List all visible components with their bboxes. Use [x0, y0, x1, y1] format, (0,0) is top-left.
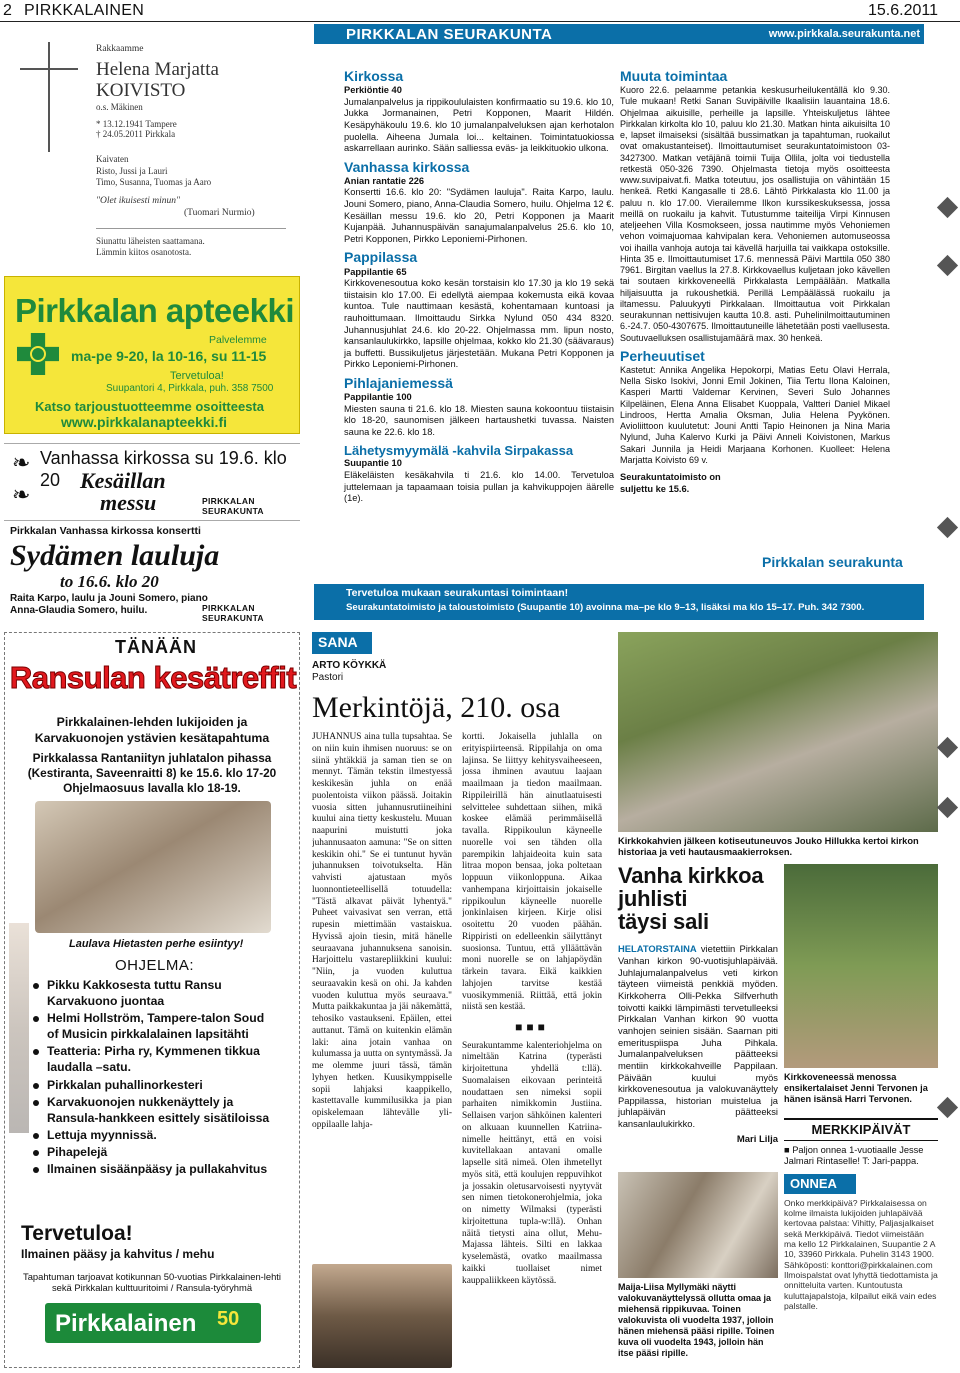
- merkki-box: [784, 1118, 938, 1168]
- pirkkalainen-50-badge: 50: [217, 1308, 240, 1330]
- article-lead: HELATORSTAINA: [618, 943, 697, 955]
- article-title-3: täysi sali: [618, 909, 709, 935]
- obit-born: * 13.12.1941 Tampere: [96, 119, 177, 129]
- ransula-title: Ransulan kesätreffit: [9, 660, 297, 695]
- messu-line: Vanhassa kirkossa su 19.6. klo 20: [40, 448, 287, 490]
- pihla-address: Pappilantie 100: [344, 392, 412, 403]
- pihla-text: Miesten sauna ti 21.6. klo 18. Miesten sauna kokoontuu tiistaisin klo 18-20, saunomisen jälkeen hartaushetki tuvassa. Naisten sauna ke 22.6. klo 18.: [344, 403, 614, 437]
- ransula-ad: [4, 632, 300, 1368]
- rowers-photo: [784, 864, 938, 1068]
- perheuutiset-heading: Perheuutiset: [620, 347, 705, 364]
- vanha-kirkko-article: [618, 864, 778, 1145]
- merkki-text: Paljon onnea 1-vuotiaalle Jesse Jalmari Rintaselle! T: Jari-pappa.: [784, 1144, 924, 1167]
- program-item: Helmi Hollström, Tampere-talon Soud of Musicin pirkkalalainen lapsitähti: [29, 1010, 279, 1042]
- pappilassa-text: Kirkkovenesoutua koko kesän torstaisin klo 17.30 ja klo 19 sekä tiistaisin klo 17.00. Ei edellytä aiempaa kokemusta eikä kovaa kuntoa. Tule nauttimaan kesästä, kohentamaan kuntoasi ja rauhoittumaan. Ilmoittaudu Sirkka Nylund 050 434 8320. Juhannusjuhlat 24.6. klo 20-22. Ohjelmassa mm. lipun nosto, kansanlaulukirkko, lapsille ohjelmaa, kokko klo 21.30 (säävaraus) ja buffetti. Bussikuljetus järjestetään. Mukana Petri Kopponen ja Pirkko Leponiemi-Pirhonen.: [344, 278, 614, 370]
- sana-text-col2: [462, 732, 602, 1372]
- program-item: Lettuja myynnissä.: [29, 1127, 279, 1143]
- obit-died: † 24.05.2011 Pirkkala: [96, 129, 176, 139]
- seurakunta-col-right: [620, 68, 890, 495]
- sana-col1-text: JUHANNUS aina tulla tupsahtaa. Se on niin kuin ihmisen nuoruus: se on siinä yhtäkkiä ja saman tien se on mennyt. Tämän tekstin ilmestyessä keskikesän juhla on enää puolentoista viikon päässä. Joitakin vuosia sitten juhannusrutiineihini kuului aina tietty keskustelu. Muuan naapurini muistutti joka juhannusaaton aamuna: "Se on sitten keskikin ohi." Se ei tuntunut hyvän juhannuksen toivotukselta. Hän vahvisti ajatustaan myös luonnontieteellisellä totuudella: "Tästä alkavat päivät lyhentyä." Puheet vaivasivat sen verran, että rupesin miettimään vastaiskua. Hyvissä ajoin tiesin, mitä hänelle seuraavana juhannuksena sanoisin. Harjoittelu vastarepliikkini kuului: "Niin, ja vuoden kuluttua seuraavakin kesä on ohi. Ja kahden vuoden kuluttua myös seuraava." Mutta paikkakuntaa ja jäi näkemättä, tehosiko vastaukseni. Epäilen, ettei auttanut. Tämä on kuitenkin elämän laki: aina jotain vanhaa on kulumassa ja uutta on syntymässä. Ja me olemme juuri tässä, tämän lyhyen hetken. Kuusikymppiselle sopii lahjaksi kaappikello, kastettavalle kummilusikka ja pian opiskelemaan lähtevälle yli- oppilaalle lahja-: [312, 732, 452, 1130]
- obit-mourners-2: Timo, Susanna, Tuomas ja Aaro: [96, 177, 212, 187]
- konsertti-line: Pirkkalan Vanhassa kirkossa konsertti: [10, 525, 201, 537]
- program-item: Pikku Kakkosesta tuttu Ransu Karvakuono juontaa: [29, 977, 279, 1009]
- ransula-free: Ilmainen pääsy ja kahvitus / mehu: [21, 1247, 215, 1261]
- program-item: Teatteria: Pirha ry, Kymmenen tikkua laudalla –satu.: [29, 1043, 279, 1075]
- ransu-dog-image: [9, 923, 29, 1133]
- konsertti-when: to 16.6. klo 20: [60, 572, 159, 591]
- obit-footer: Siunattu läheisten saattamana.: [96, 236, 205, 246]
- messu-title: Kesäillan: [80, 468, 166, 493]
- paper-name: PIRKKALAINEN: [24, 2, 145, 19]
- ransula-place-3: Ohjelmaosuus lavalla klo 18-19.: [63, 781, 241, 795]
- program-title: OHJELMA:: [115, 957, 195, 974]
- flower-icon: ❧: [12, 450, 31, 475]
- church-photo-caption: Kirkkokahvien jälkeen kotiseutuneuvos Jouko Hillukka kertoi kirkon historiaa ja veti hautausmaakierroksen.: [618, 836, 919, 858]
- seurakunta-bar-hours: Seurakuntatoimisto ja taloustoimisto (Suupantie 10) avoinna ma–pe klo 9–13, lisäksi ma klo 15–17. Puh. 342 7300.: [346, 602, 865, 613]
- diamond-icon: [937, 255, 958, 276]
- seurakunta-footer-logo: Pirkkalan seurakunta: [762, 554, 903, 570]
- onnea-text: Onko merkkipäivä? Pirkkalaisessa on kolme ilmaista lukijoiden juhlapäivää kertovaa palstaa: Vihitty, Paljasjalkaiset sekä Merkkipäivä. Tiedot viimeistään ma kello 12 Pirkkalainen, Suupantie 2 A 10, 33960 Pirkkala. Puhelin 3143 1900. Sähköposti: konttori@pirkkalainen.com Ilmoispalstat ovat lyhyttä tiedottamista ja onnitteluita varten. Kuntoutusta kuluttajapalstoja, kilpailut eikä vain edes palstalle.: [784, 1197, 938, 1311]
- program-item: Pihapelejä: [29, 1144, 279, 1160]
- seurakunta-section: [314, 24, 924, 620]
- diamond-icon: [937, 1097, 958, 1118]
- sana-column: [312, 632, 610, 1368]
- sana-col2b-text: Seurakuntamme kalenteriohjelma on nimeltään Katrina (typerästi kirjoitettuna yhdellä t:llä). Suomalaisen eikovaan perinteitä noudattaen sen nimeksi sopii parhaiten nimikkomin Justiina. Sellaisen varjon sähköinen kalenteri on alkuaan kuunnellen Katriina-nimelle heittänyt, että en voisi kuvitellakaan antavani omalle lapselle sitä nimeä. Olen ihmetellyt myös sitä, että koulujen reppuvihkot ja jossakin oletusarvoisesti nyytyvät sen nimen tietokonerohjelmia, joka on nimetty Wilmaksi (typerästi kirjoitettuna tupla-w:llä). Onhan näitä tietysti aina ollut, Mehu-Majassa lähteis. Silti en lakkaa kyselemästä, ovatko maailmassa kaikki tuollaiset nimet kauppaliikkeen käytössä.: [462, 1040, 602, 1286]
- church-photo: [618, 632, 938, 832]
- vanhassa-text: Konsertti 16.6. klo 20: "Sydämen lauluja". Raita Karpo, laulu. Jouni Somero, piano, Anna-Claudia Somero, huilu. Ohjelma 12 €. Kesäillan messu 19.6. klo 20, Petri Kopponen ja Maarit Kujanpää. Juhannuspäivän sanajumalanpalvelus 25.6. klo 10, Petri Kopponen, Pirkko Leponiemi-Pirhonen.: [344, 187, 614, 244]
- bullet-icon: ■: [784, 1144, 793, 1155]
- ransula-today: TÄNÄÄN: [115, 637, 197, 657]
- messu-ad: [4, 443, 300, 515]
- page-number: 2: [3, 2, 12, 19]
- vanhassa-heading: Vanhassa kirkossa: [344, 158, 470, 175]
- pharmacy-cross-icon: [17, 333, 59, 375]
- apteekki-title: Pirkkalan apteekki: [15, 292, 295, 329]
- vanhassa-address: Anian rantatie 226: [344, 175, 425, 186]
- maija-caption: Maija-Liisa Myllymäki näytti valokuvanäyttelyssä ollutta omaa ja miehensä rippikuvaa. Toinen valokuvista oli vuodelta 1937, jolloin hänen miehensä pääsi ripille. Toinen kuva oli vuodelta 1943, jolloin hän itse pääsi ripille.: [618, 1282, 775, 1358]
- apteekki-hours: ma-pe 9-20, la 10-16, su 11-15: [71, 348, 267, 364]
- seurakunta-footer-bar: [314, 584, 924, 620]
- seurakunta-bar-welcome: Tervetuloa mukaan seurakuntasi toimintaan!: [346, 587, 569, 599]
- cross-arm: [20, 68, 78, 70]
- lahe-heading: Lähetysmyymälä -kahvila Sirpakassa: [344, 442, 574, 458]
- merkki-text-row: [784, 1145, 938, 1168]
- ransula-intro: Pirkkalainen-lehden lukijoiden ja: [56, 715, 248, 729]
- program-item: Karvakuonojen nukkenäyttely ja Ransula-hankkeen esittely sisätiloissa: [29, 1094, 279, 1126]
- diamond-icon: [937, 197, 958, 218]
- konsertti-perf: Raita Karpo, laulu ja Jouni Somero, piano: [10, 593, 208, 604]
- office-closed-note: Seurakuntatoimisto on suljettu ke 15.6.: [620, 472, 721, 494]
- apteekki-serve: Palvelemme: [209, 334, 267, 346]
- obit-surname: KOIVISTO: [96, 80, 186, 101]
- seurakunta-url[interactable]: www.pirkkala.seurakunta.net: [768, 28, 920, 40]
- konsertti-perf-2: Anna-Glaudia Somero, huilu.: [10, 605, 148, 616]
- apteekki-address: Suupantori 4, Pirkkala, puh. 358 7500: [106, 383, 274, 394]
- onnea-title: ONNEA: [784, 1174, 856, 1194]
- ransula-place: Pirkkalassa Rantaniityn juhlatalon pihassa: [32, 751, 272, 765]
- sana-col2-text: kortti. Jokaisella juhlalla on erityispiirteensä. Rippilahja on oma lajinsa. Se liittyy kehitysvaiheeseen, jossa ihminen avautuu laajaan maailmaan ja tiedon maailmaan. Rippileirillä hän ainutlaatuisesti selvittelee suhdettaan siihen, mikä koskee elämää perimmäisellä tavalla. Rippikoulun käyneelle nuorelle voi sen tähden olla parempikin lahjaideoita kuin sata litraa mopon bensaa, joka poltetaan loppuun viikonloppuna. Aikaa vanhempana kirjoittaisin jokaiselle rippikoulun käyneelle nuorelle jonkinlaisen kirjeen. Kirje olisi osoitettu 20 vuoden päähän. Rippiristi on edelleenkin säilyttänyt suosionsa. Tuntuu, että ylläättävän moni nuorelle se on lahjapöydän tärkein tavara. Eikä kaikkien lahjojen tarvitse kestää vuosikymmeniä. Riittää, että jokin niistä sen kestää.: [462, 732, 602, 1013]
- kirkossa-text: Jumalanpalvelus ja rippikoululaisten konfirmaatio su 19.6. klo 10, Jukka Jormanainen, Petri Kopponen, Maarit Hildén. Kesäpyhäkoulu 19.6. klo 10 jumalanpalveluksen ajan kerhotalon puolella. Aiheena Jumala loi... keltainen. Toimintatuokiossa askarrellaan aurinko. Sään salliessa eväs- ja leikkituokio ulkona.: [344, 96, 614, 154]
- obit-intro: Rakkaamme: [96, 44, 144, 54]
- sana-title: Merkintöjä, 210. osa: [312, 691, 561, 724]
- pihla-heading: Pihlajaniemessä: [344, 375, 453, 392]
- pirkkalainen-logo: [45, 1303, 261, 1343]
- article-title-2: juhlisti: [618, 886, 688, 912]
- merkki-title: MERKKIPÄIVÄT: [784, 1118, 938, 1141]
- obit-mourners: Risto, Jussi ja Lauri: [96, 166, 168, 176]
- apteekki-cta: Katso tarjoustuotteemme osoitteesta: [35, 399, 264, 414]
- obit-divider: [96, 228, 286, 229]
- ransula-footer: Tapahtuman tarjoavat kotikunnan 50-vuotias Pirkkalainen-lehti: [23, 1271, 281, 1282]
- maija-photo: [618, 1172, 778, 1278]
- ransula-intro-2: Karvakuonojen ystävien kesätapahtuma: [34, 731, 270, 745]
- diamond-icon: [937, 797, 958, 818]
- seurakunta-title: PIRKKALAN SEURAKUNTA: [346, 26, 553, 43]
- apteekki-welcome: Tervetuloa!: [170, 370, 224, 382]
- article-body-text: vietettiin Pirkkalan Vanhan kirkon 90-vuotisjuhlapäivää. Juhlajumalanpalvelus veti kirkon täyteen viimeistä penkkiä myöden. Kirkkoherra Olli-Pekka Silfverhuth toivotti kaikki lämpimästi tervetulleeksi Pirkkalan Vanhan kirkon 90 vuotta vanhojen seinien sisään. Saarnan piti emerituspiispa Juha Pihkala. Jumalanpalveluksen päätteeksi mentiin kirkkokahveille Pappilaan. Päivään kuului myös kirkkovenesoutua ja valokuvanäyttely Pappilassa, historian muistelua ja juhlapäivän päätteeksi kansanlaulukirkko.: [618, 943, 778, 1130]
- lahe-text: Eläkeläisten kesäkahvila ti 21.6. klo 14.00. Tervetuloa juttelemaan ja tapaamaan toisia pullan ja kahvikuppojen äärelle (1e).: [344, 470, 614, 504]
- seurakunta-col-left: [344, 68, 614, 505]
- apteekki-url[interactable]: www.pirkkalanapteekki.fi: [61, 414, 227, 430]
- pirkkalainen-logo-text: Pirkkalainen: [55, 1310, 197, 1337]
- seurakunta-logo: PIRKKALAN SEURAKUNTA: [202, 603, 264, 624]
- messu-title-2: messu: [100, 490, 157, 515]
- apteekki-ad: [4, 276, 300, 434]
- program-list: [29, 977, 279, 1178]
- obit-name: Helena Marjatta: [96, 59, 219, 80]
- page-header: [0, 0, 960, 22]
- family-photo: [35, 801, 271, 933]
- kirkossa-address: Perkiöntie 40: [344, 85, 402, 96]
- sana-label: SANA: [312, 632, 372, 654]
- konsertti-ad: [4, 520, 300, 624]
- diamond-icon: [937, 517, 958, 538]
- konsertti-title: Sydämen lauluja: [10, 539, 220, 572]
- issue-date: 15.6.2011: [868, 2, 938, 19]
- muuta-text: Kuoro 22.6. pelaamme petankia keskusurheilukentällä klo 9.30. Tule mukaan! Retki Sanan Suvipäiville Ikaalisiin lauantaina 18.6. Ohjelmaa aikuisille, perheille ja lapsille. Yhteiskuljetus lähtee Pirkkalan kirkolta klo 10, paluu klo 21.30. Matkan hinta aikuisilta 10 e, lapset ilmaiseksi (sisältää bussimatkan ja tapahtuman, ruokailut ovat omakustanteiset). Ilmoittautumiset seurakuntatoimistoon 03-3427300. Matkan vetäjänä toimii Tuija Ollila, jolta voi tiedustella retkestä 050-326 7390. Ohjelmasta tietoja myös osoitteesta www.suvipaivat.fi. Matka toteutuu, jos osallistujia on vähintään 15 henkeä. Retki Kangasalle ti 28.6. Lähtö Pirkkalasta klo 11.00 ja paluu n. klo 17.00. Vierailemme Ilkon kurssikeskuksessa, jossa meillä on ruokailu ja kahvit. Tutustumme taiteilija Virpi Kinnusen ateljeehen Villa Kosmokseen, jossa nautimme myös Vehoniemen vehon voimajuomaa kahvipalan kera. Vehoniemen automuseossa voi ihailla vanhoja autoja tai kävellä harjuilla tai vaikkapa ostoksille. Hinta 35 e. Ilmoittautumiset 17.6. mennessä Päivi Marttila 050 380 7961. Birgitan vaellus la 27.8. Kirkkovaellus kuljetaan joko kävellen tai soutaen kirkkoveneellä Pirkkalasta Lempäälään. Matkalla hiljaisuutta ja rukoushetkiä. Perillä Lempäälässä ruokailu ja iltamessu. Paluukyyti Pirkkalaan. Ilmoittautua voit Pirkkalan seurakunnan nettisivujen kautta 10.8. asti. Puhelinilmoittautuminen 6.-24.7. 050-4307675. Ilmoittautuneille lähetetään posti vaellusesta. Soutuvaelluksen osallistujamäärä max. 30 henkeä.: [620, 85, 890, 343]
- kirkossa-heading: Kirkossa: [344, 68, 404, 84]
- obituary: [0, 28, 300, 272]
- sana-text-col1: [312, 732, 452, 1252]
- ransula-welcome: Tervetuloa!: [21, 1222, 133, 1245]
- obit-footer-2: Lämmin kiitos osanotosta.: [96, 247, 192, 257]
- muuta-heading: Muuta toimintaa: [620, 68, 728, 84]
- author-photo: [312, 1264, 452, 1368]
- diamond-icon: [937, 737, 958, 758]
- flower-icon-2: ❧: [12, 482, 31, 507]
- pappilassa-address: Pappilantie 65: [344, 266, 407, 277]
- article-body: [618, 943, 778, 1130]
- sana-role: Pastori: [312, 672, 344, 683]
- obit-mourn-label: Kaivaten: [96, 154, 129, 164]
- onnea-box: [784, 1174, 938, 1368]
- perheuutiset-text: Kastetut: Annika Angelika Hepokorpi, Matias Eetu Olavi Herrala, Nella Sisko Isokivi, Jonni Emil Jokinen, Tiia Tertu Ilona Kaloinen, Kasperi Martti Valdemar Kervinen, Severi Sulo Johannes Kilpeläinen, Elena Anna Elisabet Kuoppala, Valtteri Daniel Mikael Lindroos, Hertta Amalia Oksman, Julia Helena Pyykönen. Avioliittoon kuulutetut: Jouni Antti Tapio Heinonen ja Nina Maria Nylund, Juha Kalervo Kurki ja Päivi Anneli Koivistonen, Markus Sakari Junnila ja Heidi Marjaana Korhonen. Kuolleet: Helena Marjatta Koivisto 69 v.: [620, 364, 890, 465]
- sana-author: ARTO KÖYKKÄ: [312, 660, 387, 671]
- ransula-footer-2: sekä Pirkkalan kulttuuritoimi / Ransula-työryhmä: [51, 1282, 253, 1293]
- seurakunta-logo: PIRKKALAN SEURAKUNTA: [202, 496, 264, 517]
- ransula-place-2: (Kestiranta, Saveenraitti 8) ke 15.6. klo 17-20: [27, 766, 277, 780]
- pappilassa-heading: Pappilassa: [344, 249, 418, 266]
- family-photo-caption: Laulava Hietasten perhe esiintyy!: [69, 938, 244, 950]
- article-title: Vanha kirkkoa: [618, 863, 764, 888]
- obit-nee: o.s. Mäkinen: [96, 102, 143, 112]
- rowers-caption: Kirkkoveneessä menossa ensikertalaiset Jenni Tervonen ja hänen isänsä Harri Tervonen.: [784, 1072, 928, 1105]
- program-item: Pirkkalan puhallinorkesteri: [29, 1077, 279, 1093]
- photographer: Mari Lilja: [736, 1133, 778, 1145]
- obit-quote: "Olet ikuisesti minun": [96, 196, 180, 206]
- lahe-address: Suupantie 10: [344, 458, 402, 469]
- section-dots: ■■■: [515, 1020, 549, 1034]
- obit-quote-author: (Tuomari Nurmio): [184, 208, 255, 218]
- program-item: Ilmainen sisäänpääsy ja pullakahvitus: [29, 1161, 279, 1177]
- seurakunta-header: [314, 24, 924, 44]
- cross-icon: [48, 42, 50, 152]
